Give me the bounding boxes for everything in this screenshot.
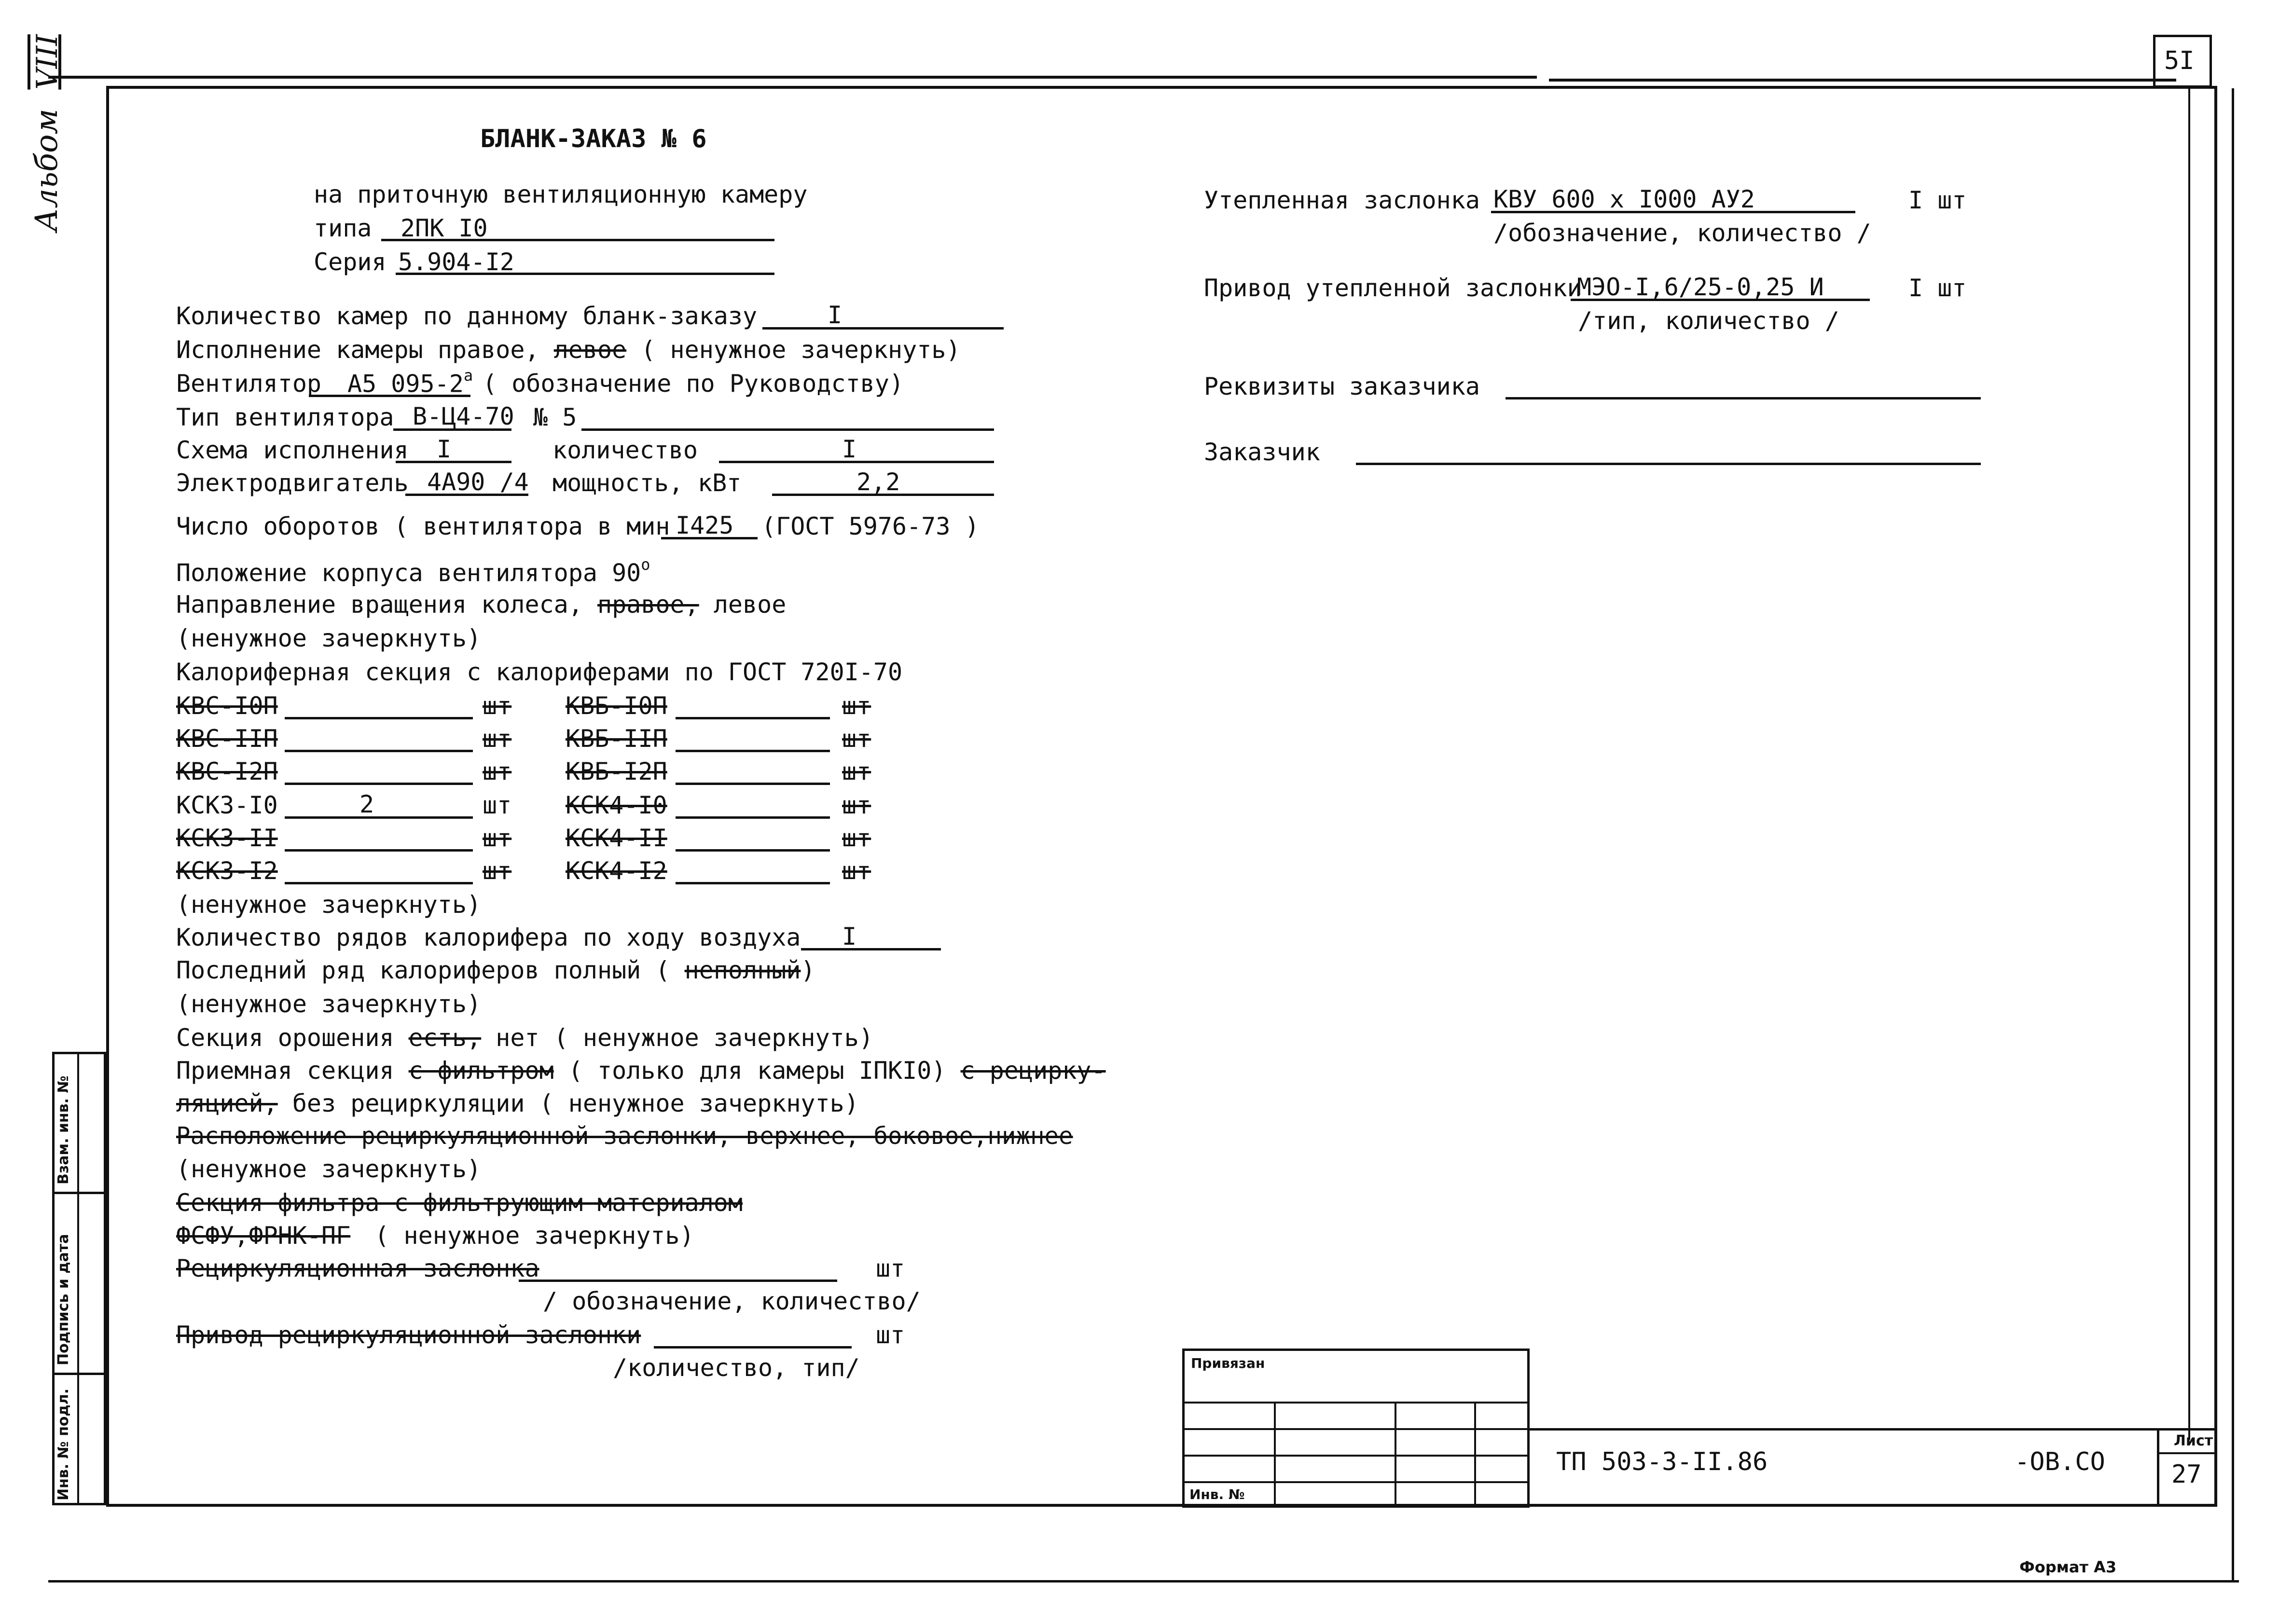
lastrow-line: Последний ряд калориферов полный ( неполный) [176,956,815,984]
heater-left-name: КВС-I2П [176,757,278,785]
bottom-line [48,1580,2239,1583]
unneeded-3: (ненужное зачеркнуть) [176,990,482,1018]
heater-left-name: КСКЗ-I0 [176,791,278,819]
format-label: Формат А3 [2019,1558,2117,1576]
fan-label: Вентилятор [176,370,322,398]
heater-right-unit: шт [842,725,871,753]
spray-line: Секция орошения есть, нет ( ненужное зачеркнуть) [176,1024,873,1052]
stamp-title-top [1530,1428,2217,1431]
heater-left-unit: шт [483,791,512,819]
outer-right-line [2232,88,2234,1583]
doc-suffix: -ОВ.СО [2015,1447,2105,1476]
heater-right-name: КВБ-IIП [566,725,667,753]
heater-right-unit: шт [842,791,871,819]
motor-value: 4А90 /4 [427,468,529,496]
recirc-drive-unit: шт [876,1321,905,1349]
drive-qty: I шт [1908,274,1967,302]
fan-type-value: В-Ц4-70 [413,402,514,430]
album-number: VIII [30,34,64,90]
side-vzam: Взам. инв. № [55,1075,72,1184]
drive-note: /тип, количество / [1578,307,1839,335]
heater-right-name: КСК4-I2 [566,857,667,885]
heater-left-name: КВС-IIП [176,725,278,753]
recirc-valve-label: Рециркуляционная заслонка [176,1254,539,1282]
heater-left-unit: шт [483,692,512,720]
filter-line: Секция фильтра с фильтрующим материалом [176,1189,743,1217]
side-sign-date: Подпись и дата [55,1234,72,1365]
drive-label: Привод утепленной заслонки [1204,274,1582,302]
side-stamp-divider-1 [52,1192,106,1194]
recirc-drive-note: /количество, тип/ [613,1354,860,1382]
heater-left-unit: шт [483,725,512,753]
rpm-gost: (ГОСТ 5976-73 ) [761,512,980,540]
rows-label: Количество рядов калорифера по ходу воздуха [176,923,801,951]
unneeded-1: (ненужное зачеркнуть) [176,624,482,652]
heater-left-unit: шт [483,757,512,785]
sheet-label: Лист [2174,1432,2213,1449]
form-title: БЛАНК-ЗАКАЗ № 6 [480,124,707,153]
rotation-line: Направление вращения колеса, правое, левое [176,591,787,619]
heater-right-unit: шт [842,757,871,785]
fan-no-label: № 5 [533,403,577,431]
doc-code: ТП 503-3-II.86 [1556,1447,1768,1476]
heater-right-name: КСК4-I0 [566,791,667,819]
heater-left-unit: шт [483,824,512,852]
stamp-tied-label: Привязан [1191,1355,1265,1371]
page-number: 5I [2164,46,2195,75]
heater-right-name: КВБ-I2П [566,757,667,785]
sheet-value: 27 [2171,1460,2202,1489]
heater-right-unit: шт [842,824,871,852]
album-label: Альбом VIII [29,34,65,232]
valve-qty: I шт [1908,186,1967,214]
housing-label: Положение корпуса вентилятора $90^о$ [176,555,650,587]
stamp-inv-label: Инв. № [1189,1486,1245,1502]
rows-value: I [842,922,857,950]
fan-note: ( обозначение по Руководству) [483,370,904,398]
scheme-label: Схема исполнения [176,436,409,464]
fan-value: А5 $095-2^а$ [347,366,473,398]
recirc-drive-label: Привод рециркуляционной заслонки [176,1321,641,1349]
valve-note: /обозначение, количество / [1493,219,1871,247]
power-label: мощность, кВт [552,469,742,497]
count-value: I [842,435,857,463]
customer-label: Заказчик [1204,438,1320,466]
exec-line: Исполнение камеры правое, левое ( ненужное зачеркнуть) [176,336,961,364]
heater-right-name: КВБ-I0П [566,692,667,720]
inner-frame-right-double [2188,89,2190,1440]
heater-left-name: КСКЗ-II [176,824,278,852]
drive-value: МЭО-I,6/25-0,25 И [1577,273,1824,301]
heater-left-unit: шт [483,857,512,885]
intake-line: Приемная секция с фильтром ( только для камеры IПКI0) с рецирку- [176,1057,1106,1085]
side-stamp-divider-2 [52,1373,106,1375]
heater-left-name: КСКЗ-I2 [176,857,278,885]
side-inv-orig: Инв. № подл. [55,1388,72,1500]
valve-label: Утепленная заслонка [1204,186,1480,214]
heater-right-name: КСК4-II [566,824,667,852]
intake-line-2: ляцией, без рециркуляции ( ненужное зачеркнуть) [176,1089,859,1117]
side-stamp-divider-v [77,1052,79,1505]
top-line-right [1549,79,2176,82]
fan-type-label: Тип вентилятора [176,403,394,431]
qty-label: Количество камер по данному бланк-заказу [176,302,758,330]
recirc-valve-unit: шт [876,1254,905,1282]
unneeded-4: (ненужное зачеркнуть) [176,1155,482,1183]
filter-line-2: ФСФУ,ФРНК-ПГ ( ненужное зачеркнуть) [176,1222,694,1250]
heater-section-label: Калориферная секция с калориферами по ГОСТ 720I-70 [176,658,903,686]
unneeded-2: (ненужное зачеркнуть) [176,891,482,919]
inner-frame [106,86,2217,1507]
heater-left-qty: 2 [359,790,374,818]
rpm-value: I425 [676,511,734,539]
header-type-label: типа [314,214,372,242]
heater-right-unit: шт [842,692,871,720]
scheme-value: I [437,435,452,463]
rpm-label: Число оборотов ( вентилятора в мин [176,512,670,540]
top-line-left [48,76,1537,79]
valve-value: КВУ 600 х I000 АУ2 [1493,185,1755,213]
header-series-value: 5.904-I2 [398,248,514,276]
heater-right-unit: шт [842,857,871,885]
header-type-value: 2ПК I0 [401,214,488,242]
header-line1: на приточную вентиляционную камеру [314,180,808,208]
recirc-valve-note: / обозначение, количество/ [543,1287,921,1315]
recirc-position-line: Расположение рециркуляционной заслонки, верхнее, боковое,нижнее [176,1122,1073,1150]
count-label: количество [552,436,698,464]
header-series-label: Серия [314,248,387,276]
qty-value: I [828,301,843,329]
motor-label: Электродвигатель [176,469,409,497]
requisites-label: Реквизиты заказчика [1204,372,1480,400]
power-value: 2,2 [856,468,900,496]
heater-left-name: КВС-I0П [176,692,278,720]
